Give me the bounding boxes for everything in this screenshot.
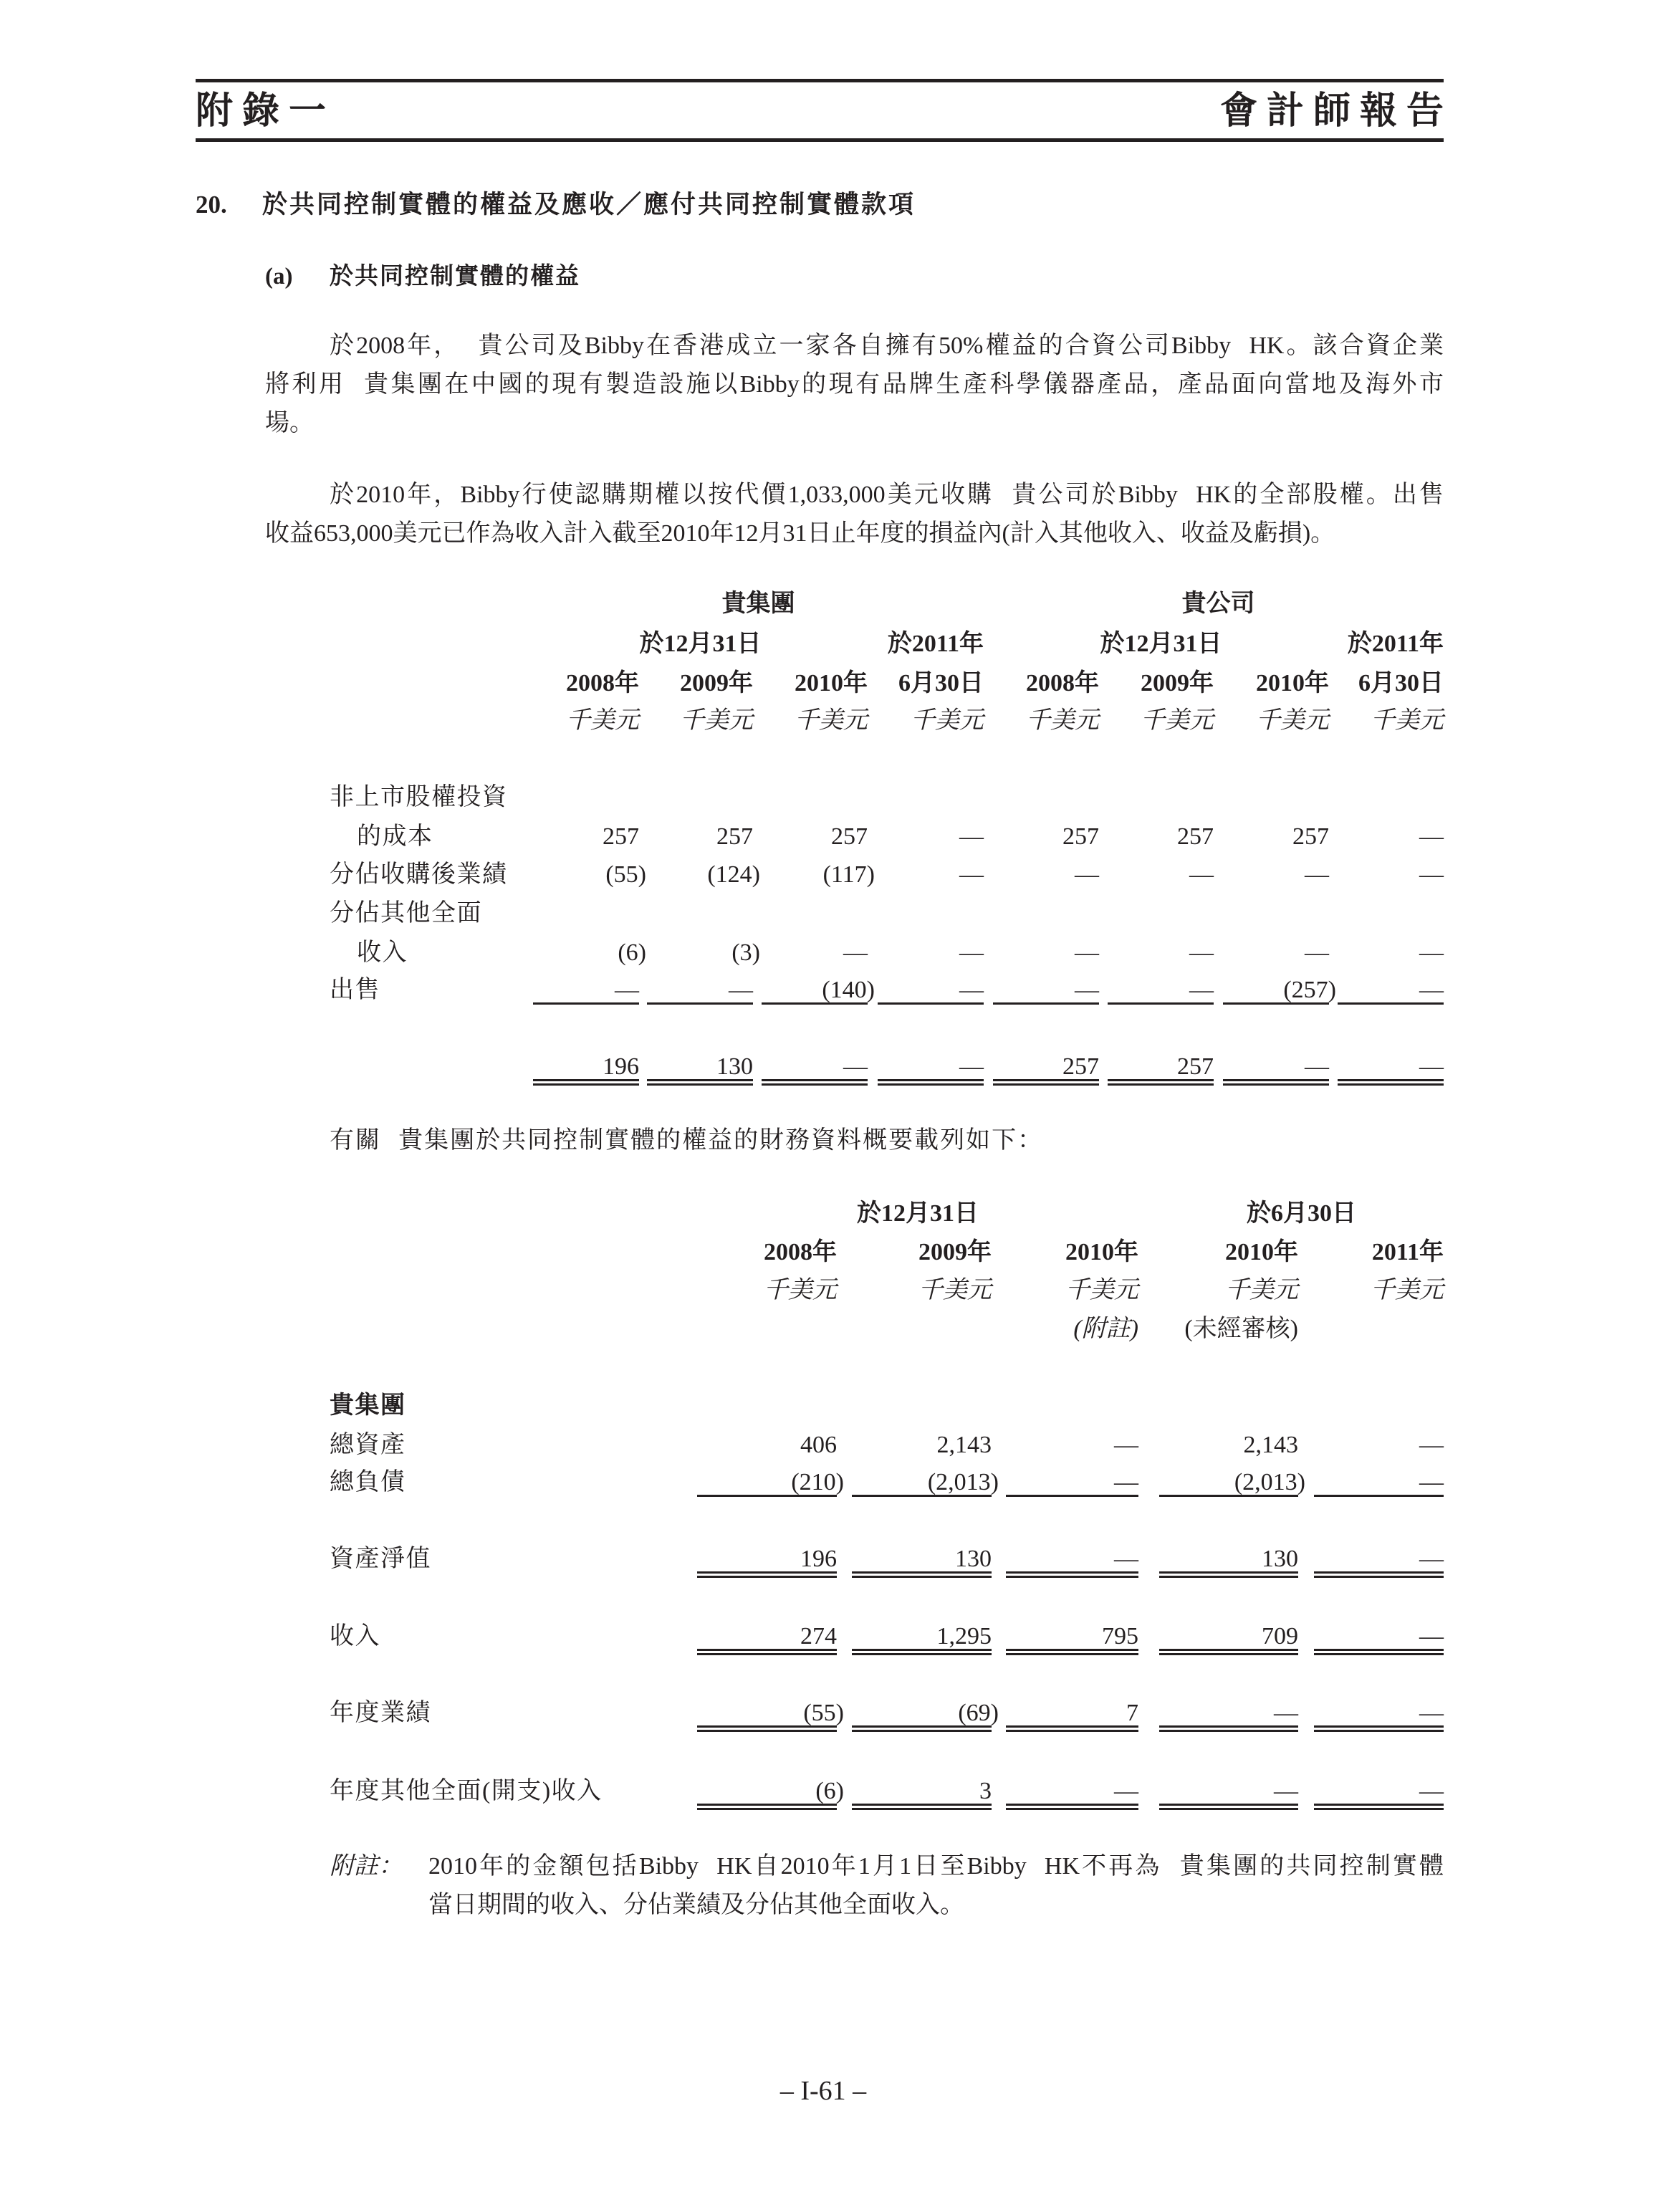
value-cell: 257 — [1062, 823, 1099, 850]
footnote-label: 附註： — [330, 1853, 403, 1880]
t1-year-header-row — [0, 671, 1660, 696]
section-number: 20. — [196, 191, 227, 219]
value-cell: 257 — [716, 823, 753, 850]
t2-group-row — [0, 1394, 1660, 1418]
value-cell: 3 — [852, 1779, 992, 1804]
t1-entity-header-row — [0, 592, 1660, 616]
table-row — [0, 1624, 1660, 1649]
table-row — [0, 863, 1660, 887]
value-cell: — — [1006, 1470, 1138, 1495]
table-row — [0, 1433, 1660, 1457]
value-cell: (6) — [618, 939, 646, 966]
value-cell: — — [1159, 1701, 1298, 1725]
subsection-title: 於共同控制實體的權益 — [330, 264, 580, 289]
value-cell: — — [1305, 939, 1329, 966]
value-cell: — — [647, 978, 753, 1002]
unit-label: 千美元 — [795, 707, 868, 734]
year-header: 6月30日 — [1358, 670, 1444, 696]
value-cell: (2,013) — [859, 1470, 999, 1495]
summary-intro: 有關 貴集團於共同控制實體的權益的財務資料概要載列如下： — [330, 1127, 1044, 1154]
row-label: 收入 — [357, 939, 408, 966]
total-cell: — — [1338, 1055, 1444, 1079]
value-cell: (210) — [704, 1470, 844, 1495]
value-cell: 130 — [852, 1547, 992, 1571]
paragraph-line: 收益653,000美元已作為收入計入截至2010年12月31日止年度的損益內(計入其他收入、收益及虧損)。 — [265, 520, 1335, 547]
row-label: 非上市股權投資 — [330, 784, 508, 810]
footnote-line: 2010年的金額包括Bibby HK自2010年1月1日至Bibby HK不再為 貴集團的共同控制實體 — [428, 1853, 1444, 1880]
value-cell: — — [1108, 978, 1214, 1002]
value-cell: — — [1159, 1779, 1298, 1804]
table-row — [0, 1779, 1660, 1804]
value-cell: — — [993, 978, 1099, 1002]
value-cell: — — [1314, 1779, 1444, 1804]
total-cell: 257 — [1108, 1055, 1214, 1079]
unit-label: 千美元 — [1026, 707, 1099, 734]
table-row — [0, 1470, 1660, 1495]
value-cell: — — [959, 939, 984, 966]
total-cell: 257 — [993, 1055, 1099, 1079]
company-header: 貴公司 — [1181, 590, 1255, 617]
value-cell: 257 — [1177, 823, 1214, 850]
year-header: 2008年 — [566, 670, 639, 696]
value-cell: (3) — [731, 939, 760, 966]
value-cell: 257 — [1292, 823, 1329, 850]
year-header: 2009年 — [1141, 670, 1214, 696]
table-row — [0, 978, 1660, 1002]
table-row — [0, 1701, 1660, 1725]
year-header: 2008年 — [764, 1239, 837, 1265]
header-bottom-rule — [196, 138, 1444, 142]
group-label: 貴集團 — [330, 1392, 406, 1419]
period-header: 於12月31日 — [1100, 631, 1222, 657]
value-cell: 795 — [1006, 1624, 1138, 1649]
t1-unit-row — [0, 709, 1660, 733]
row-label: 分佔收購後業績 — [330, 861, 508, 888]
value-cell: — — [1419, 861, 1444, 888]
paragraph-line: 於2008年， 貴公司及Bibby在香港成立一家各自擁有50%權益的合資公司Bibby HK。該合資企業 — [330, 332, 1444, 359]
footnote-text — [428, 1854, 1444, 1932]
note-reference: (附註) — [1073, 1316, 1138, 1342]
paragraph-2 — [265, 476, 1444, 553]
value-cell: — — [1189, 861, 1214, 888]
row-label: 出售 — [330, 977, 380, 1003]
total-row — [0, 1055, 1660, 1079]
footnote-line: 當日期間的收入、分佔業績及分佔其他全面收入。 — [428, 1892, 964, 1918]
unaudited-label: (未經審核) — [1184, 1316, 1298, 1342]
total-cell: — — [1223, 1055, 1329, 1079]
table-row — [0, 1547, 1660, 1571]
value-cell: — — [1006, 1779, 1138, 1804]
value-cell: 257 — [831, 823, 868, 850]
period-header: 於2011年 — [887, 631, 984, 657]
unit-label: 千美元 — [764, 1277, 837, 1303]
t2-note-row — [0, 1317, 1660, 1341]
t2-year-header-row — [0, 1240, 1660, 1265]
total-cell: — — [762, 1055, 868, 1079]
row-label: 總負債 — [330, 1469, 406, 1495]
unit-label: 千美元 — [1371, 1277, 1444, 1303]
unit-label: 千美元 — [1225, 1277, 1298, 1303]
period-header: 於12月31日 — [639, 631, 762, 657]
value-cell: 2,143 — [1243, 1432, 1298, 1458]
year-header: 2011年 — [1371, 1239, 1444, 1265]
value-cell: — — [959, 861, 984, 888]
value-cell: 196 — [697, 1547, 837, 1571]
unit-label: 千美元 — [1141, 707, 1214, 734]
paragraph-1 — [265, 327, 1444, 443]
value-cell: (257) — [1230, 978, 1336, 1002]
value-cell: — — [1314, 1547, 1444, 1571]
value-cell: (6) — [704, 1779, 844, 1804]
value-cell: 130 — [1159, 1547, 1298, 1571]
subsection-label: (a) — [265, 264, 293, 289]
table-row — [0, 785, 1660, 810]
paragraph-line: 將利用 貴集團在中國的現有製造設施以Bibby的現有品牌生產科學儀器產品，產品面向當地及海外市 — [265, 371, 1444, 398]
value-cell: (124) — [707, 861, 760, 888]
t2-unit-row — [0, 1278, 1660, 1303]
value-cell: — — [533, 978, 639, 1002]
value-cell: 2,143 — [936, 1432, 992, 1458]
t1-period-header-row — [0, 632, 1660, 656]
unit-label: 千美元 — [918, 1277, 992, 1303]
year-header: 6月30日 — [898, 670, 984, 696]
value-cell: — — [1114, 1432, 1138, 1458]
unit-label: 千美元 — [911, 707, 984, 734]
appendix-label: 附 錄 一 — [196, 91, 327, 132]
value-cell: — — [1075, 861, 1099, 888]
row-label: 年度業績 — [330, 1700, 431, 1726]
row-label: 的成本 — [357, 823, 433, 850]
value-cell: — — [1419, 823, 1444, 850]
period-header: 於2011年 — [1347, 631, 1444, 657]
value-cell: (2,013) — [1166, 1470, 1305, 1495]
year-header: 2010年 — [1225, 1239, 1298, 1265]
report-title: 會 計 師 報 告 — [1219, 91, 1444, 132]
value-cell: — — [878, 978, 984, 1002]
unit-label: 千美元 — [566, 707, 639, 734]
value-cell: — — [843, 939, 868, 966]
row-label: 年度其他全面(開支)收入 — [330, 1778, 603, 1804]
unit-label: 千美元 — [1371, 707, 1444, 734]
value-cell: (55) — [605, 861, 646, 888]
value-cell: (117) — [822, 861, 875, 888]
year-header: 2009年 — [918, 1239, 992, 1265]
row-label: 收入 — [330, 1623, 380, 1650]
table-row — [0, 941, 1660, 965]
value-cell: (140) — [769, 978, 875, 1002]
page-number: – I-61 – — [779, 2076, 867, 2106]
value-cell: — — [1189, 939, 1214, 966]
table-row — [0, 901, 1660, 926]
value-cell: — — [1338, 978, 1444, 1002]
value-cell: — — [1075, 939, 1099, 966]
value-cell: 7 — [1006, 1701, 1138, 1725]
paragraph-line: 場。 — [265, 410, 314, 436]
section-title: 於共同控制實體的權益及應收／應付共同控制實體款項 — [262, 191, 916, 219]
value-cell: 709 — [1159, 1624, 1298, 1649]
value-cell: 274 — [697, 1624, 837, 1649]
total-cell: 130 — [647, 1055, 753, 1079]
value-cell: 1,295 — [852, 1624, 992, 1649]
total-cell: 196 — [533, 1055, 639, 1079]
unit-label: 千美元 — [1256, 707, 1329, 734]
value-cell: — — [1419, 1432, 1444, 1458]
row-label: 總資產 — [330, 1432, 406, 1458]
year-header: 2009年 — [680, 670, 753, 696]
year-header: 2008年 — [1026, 670, 1099, 696]
row-label: 分佔其他全面 — [330, 900, 482, 927]
paragraph-line: 於2010年，Bibby行使認購期權以按代價1,033,000美元收購 貴公司於Bibby HK的全部股權。出售 — [330, 482, 1444, 508]
year-header: 2010年 — [1256, 670, 1329, 696]
value-cell: — — [1314, 1624, 1444, 1649]
header-top-rule — [196, 79, 1444, 82]
t2-period-header-row — [0, 1202, 1660, 1226]
value-cell: — — [1419, 939, 1444, 966]
table-row — [0, 825, 1660, 849]
year-header: 2010年 — [1065, 1239, 1138, 1265]
value-cell: — — [1006, 1547, 1138, 1571]
value-cell: 406 — [800, 1432, 837, 1458]
value-cell: — — [1314, 1470, 1444, 1495]
row-label: 資產淨值 — [330, 1546, 431, 1572]
value-cell: — — [1305, 861, 1329, 888]
value-cell: 257 — [603, 823, 639, 850]
value-cell: — — [959, 823, 984, 850]
group-header: 貴集團 — [721, 590, 795, 617]
total-cell: — — [878, 1055, 984, 1079]
period-header: 於12月31日 — [857, 1200, 979, 1227]
value-cell: (55) — [704, 1701, 844, 1725]
year-header: 2010年 — [795, 670, 868, 696]
value-cell: (69) — [859, 1701, 999, 1725]
period-header: 於6月30日 — [1247, 1200, 1356, 1227]
unit-label: 千美元 — [1065, 1277, 1138, 1303]
unit-label: 千美元 — [680, 707, 753, 734]
value-cell: — — [1314, 1701, 1444, 1725]
